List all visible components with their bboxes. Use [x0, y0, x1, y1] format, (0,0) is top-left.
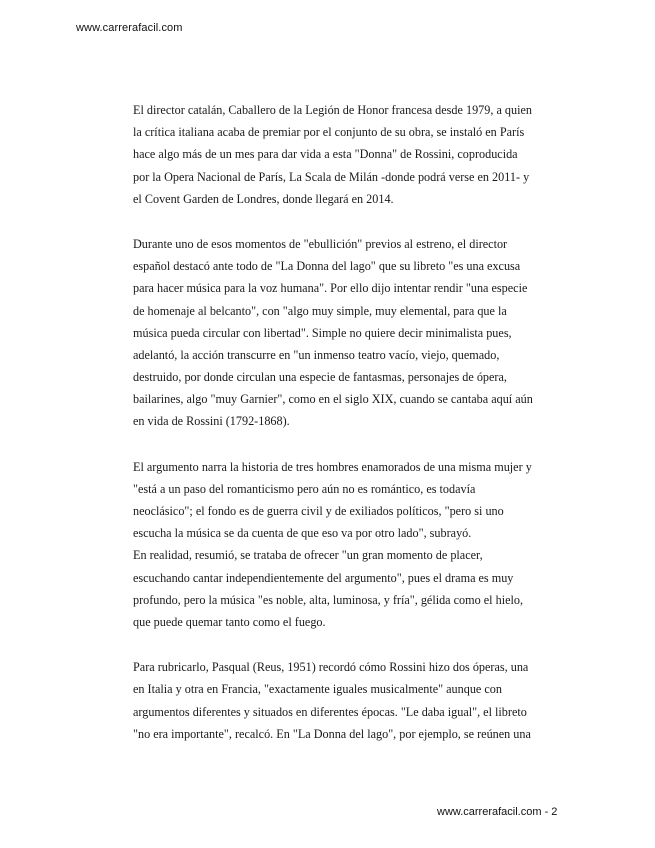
text-line: escuchando cantar independientemente del argumento", pues el drama es muy — [133, 570, 514, 585]
document-body — [133, 99, 565, 768]
paragraph-2 — [133, 233, 565, 433]
text-line: que puede quemar tanto como el fuego. — [133, 614, 326, 629]
text-line: argumentos diferentes y situados en diferentes épocas. "Le daba igual", el libreto — [133, 704, 527, 719]
text-line: adelantó, la acción transcurre en "un inmenso teatro vacío, viejo, quemado, — [133, 347, 500, 362]
text-line: español destacó ante todo de "La Donna del lago" que su libreto "es una excusa — [133, 259, 521, 274]
text-line: "no era importante", recalcó. En "La Donna del lago", por ejemplo, se reúnen una — [133, 726, 531, 741]
text-line: En realidad, resumió, se trataba de ofrecer "un gran momento de placer, — [133, 548, 483, 563]
text-line: El argumento narra la historia de tres hombres enamorados de una misma mujer y — [133, 459, 532, 474]
footer-page-label: www.carrerafacil.com - 2 — [437, 806, 558, 818]
text-line: bailarines, algo "muy Garnier", como en el siglo XIX, cuando se cantaba aquí aún — [133, 392, 533, 407]
text-line: escucha la música se da cuenta de que eso va por otro lado", subrayó. — [133, 526, 472, 541]
text-line: de homenaje al belcanto", con "algo muy simple, muy elemental, para que la — [133, 303, 507, 318]
text-line: "está a un paso del romanticismo pero aún no es romántico, es todavía — [133, 481, 476, 496]
text-line: el Covent Garden de Londres, donde llegará en 2014. — [133, 191, 394, 206]
text-line: Para rubricarlo, Pasqual (Reus, 1951) recordó cómo Rossini hizo dos óperas, una — [133, 660, 529, 675]
paragraph-3 — [133, 456, 565, 634]
text-line: música pueda circular con libertad". Simple no quiere decir minimalista pues, — [133, 325, 512, 340]
text-line: en vida de Rossini (1792-1868). — [133, 414, 290, 429]
header-url: www.carrerafacil.com — [76, 22, 183, 34]
text-line: profundo, pero la música "es noble, alta, luminosa, y fría", gélida como el hielo, — [133, 592, 524, 607]
paragraph-1 — [133, 99, 565, 210]
text-line: la crítica italiana acaba de premiar por el conjunto de su obra, se instaló en París — [133, 125, 525, 140]
text-line: Durante uno de esos momentos de "ebullición" previos al estreno, el director — [133, 236, 508, 251]
paragraph-4 — [133, 656, 565, 745]
text-line: neoclásico"; el fondo es de guerra civil y de exiliados políticos, "pero si uno — [133, 504, 504, 518]
text-line: en Italia y otra en Francia, "exactamente iguales musicalmente" aunque con — [133, 682, 502, 697]
text-line: para hacer música para la voz humana". Por ello dijo intentar rendir "una especie — [133, 281, 528, 296]
text-line: El director catalán, Caballero de la Legión de Honor francesa desde 1979, a quien — [133, 103, 532, 117]
text-line: destruido, por donde circulan una especie de fantasmas, personajes de ópera, — [133, 370, 507, 385]
text-line: hace algo más de un mes para dar vida a esta "Donna" de Rossini, coproducida — [133, 147, 518, 162]
text-line: por la Opera Nacional de París, La Scala de Milán -donde podrá verse en 2011- y — [133, 169, 530, 184]
